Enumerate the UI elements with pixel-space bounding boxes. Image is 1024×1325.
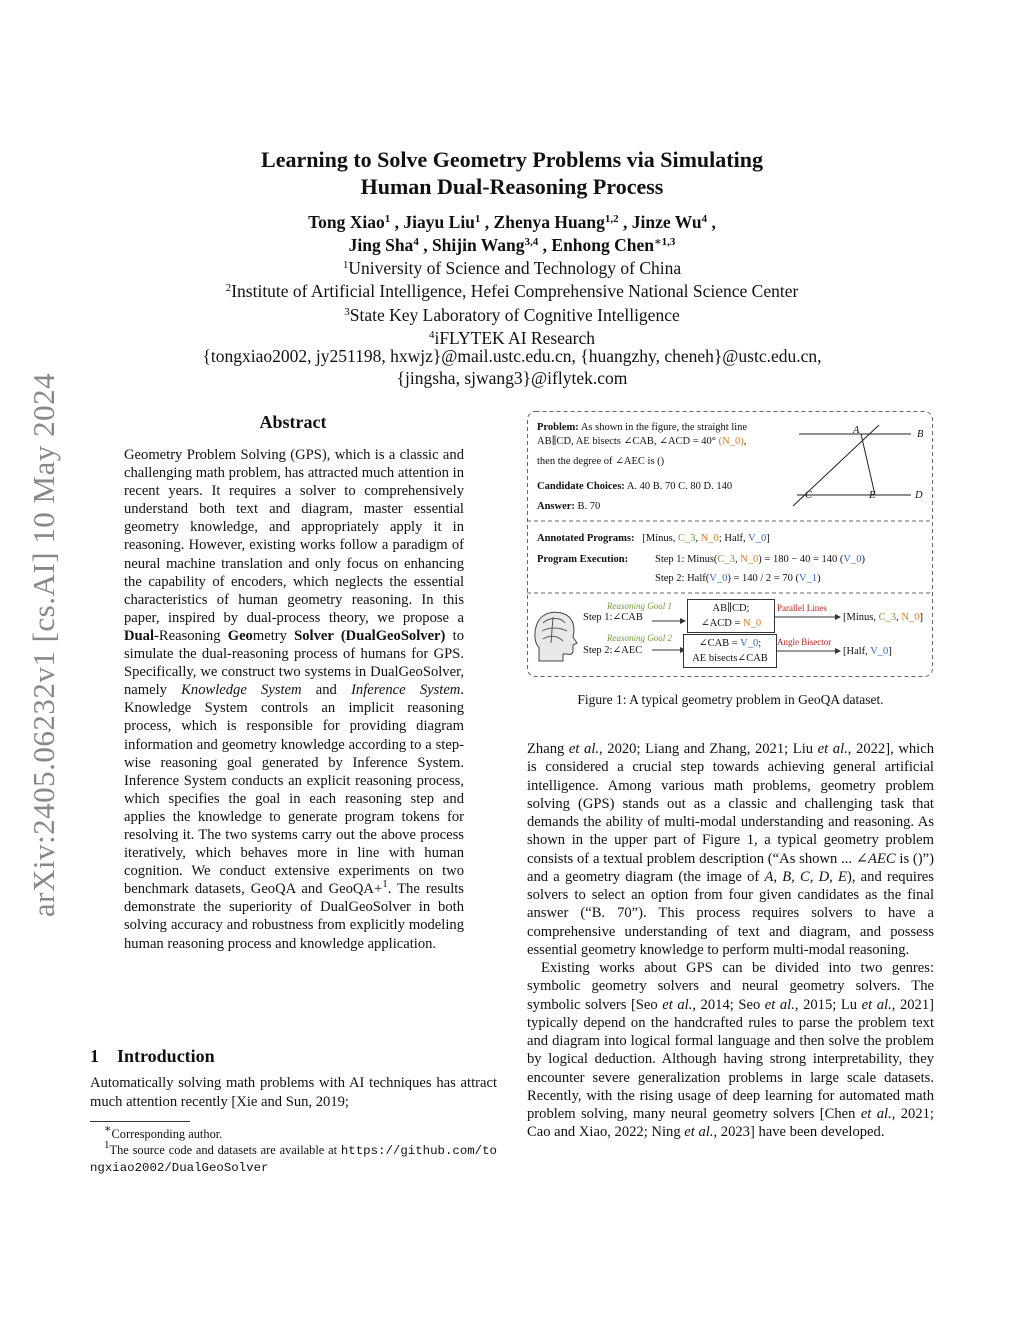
- line-ae: [861, 434, 875, 495]
- author-affil-mark: 1,2: [604, 213, 619, 225]
- intro-paragraph: Automatically solving math problems with AI techniques has attract much attention recently [Xie and Sun, 2019;: [90, 1075, 497, 1110]
- math-inline: A, B, C, D, E: [764, 868, 847, 885]
- paragraph: [527, 959, 934, 1142]
- op-token: [Half,: [843, 646, 871, 657]
- body-text: , 2023] have been developed.: [713, 1124, 885, 1141]
- affil-name: Institute of Artificial Intelligence, Hefei Comprehensive National Science Center: [231, 281, 799, 302]
- annotated-programs: [537, 532, 770, 545]
- email-list: [90, 345, 934, 389]
- right-column-body: [527, 740, 934, 1142]
- problem-text: AB∥CD, AE bisects ∠CAB, ∠ACD = 40°: [537, 436, 719, 447]
- body-text: , 2021; Cao and Xiao, 2022; Ning: [527, 1106, 934, 1141]
- arrowhead: [680, 618, 686, 624]
- code-link[interactable]: https://github.com/tongxiao2002/DualGeoSolver: [90, 1144, 497, 1175]
- arrowhead: [835, 614, 841, 620]
- problem-line-3: then the degree of ∠AEC is (): [537, 456, 665, 467]
- exec-step-2: [655, 572, 821, 585]
- box1-line-2: [688, 617, 774, 630]
- abstract-text: . Knowledge System controls an implicit reasoning process, which is responsible for providing diagram information and geometry knowledge according to a step-wise reasoning goal generated by Inference System. Inference System conducts an explicit reasoning process, which specifies the goal in each reasoning step and applies the knowledge to generate program tokens for resolving it. The two systems carry out the above process iteratively, which behaves more in line with human cognition. We conduct extensive experiments on two benchmark datasets, GeoQA and GeoQA+: [124, 682, 465, 898]
- arxiv-identifier: arXiv:2405.06232v1 [cs.AI] 10 May 2024: [26, 372, 61, 918]
- abstract-text: metry: [252, 627, 295, 644]
- rule-angle-bisector: Angle Bisector: [777, 637, 832, 647]
- exec-label: [537, 553, 628, 566]
- body-text: , 2015; Lu: [794, 996, 862, 1013]
- author-affil-mark: 4: [701, 213, 708, 225]
- box-text: ∠CAB =: [698, 638, 741, 649]
- body-text: , 2021] typically depend on the handcrafted rules to parse the problem text and diagram into logical formal language and then solve the problem by logical deduction. Although having strong interpretability, they encounter severe generalization problems in large scale datasets. Recently, with the rising usage of deep learning for automated math problem solving, many neural geometry solvers [Chen: [527, 996, 934, 1122]
- footnote-mark: 1: [104, 1139, 110, 1151]
- paragraph: [527, 740, 934, 959]
- answer-label: Answer:: [537, 501, 575, 512]
- author-list: [90, 211, 934, 257]
- arxiv-side-stamp: [20, 345, 68, 945]
- exec-text: ) = 140 / 2 = 70 (: [727, 573, 799, 584]
- footnote-mark: ∗: [104, 1123, 112, 1135]
- footnote-text: Corresponding author.: [111, 1127, 223, 1141]
- abstract-text: Geometry Problem Solving (GPS), which is a classic and challenging math problem, has attracted much attention in recent years. It requires a solver to comprehensively understand both text and diagram, master essential geometry knowledge, and appropriately apply it in reasoning. However, existing works follow a paradigm of neural machine translation and only focus on enhancing the capability of encoders, which neglects the essential characteristics of human geometry reasoning. In this paper, inspired by dual-process theory, we propose a: [124, 447, 464, 626]
- body-text: Existing works about GPS can be divided into two genres: symbolic geometry solvers and neural geometry solvers. The symbolic solvers [Seo: [527, 960, 934, 1013]
- author-affil-mark: 1: [474, 213, 481, 225]
- email-line-2: {jingsha, sjwang3}@iflytek.com: [396, 368, 628, 388]
- number-token: (N_0): [718, 436, 744, 447]
- exec-step-1: [655, 553, 865, 566]
- variable-token: V_0: [843, 554, 862, 565]
- punctuation: ,: [743, 436, 747, 447]
- step-1-goal: Step 1:∠CAB: [583, 612, 643, 623]
- author-affil-mark: 3,4: [524, 236, 539, 248]
- problem-line-1: [537, 421, 747, 434]
- punctuation: ]: [919, 612, 923, 623]
- problem-label: Problem:: [537, 422, 579, 433]
- footnote-rule: [90, 1121, 190, 1122]
- choices-label: Candidate Choices:: [537, 481, 625, 492]
- punctuation: ]: [766, 533, 770, 544]
- footnote-2: [90, 1139, 497, 1176]
- body-text: , 2014; Seo: [692, 996, 765, 1013]
- knowledge-box-2: [683, 634, 777, 668]
- footnote-text: The source code and datasets are available at: [109, 1143, 341, 1157]
- body-text: is ()”) and a geometry diagram (the image of: [527, 850, 934, 885]
- affil-name: State Key Laboratory of Cognitive Intelligence: [349, 304, 680, 325]
- footnote-1: [90, 1123, 497, 1142]
- title-line-2: Human Dual-Reasoning Process: [360, 174, 664, 199]
- affil-mark: 4: [428, 328, 435, 341]
- annot-label: Annotated Programs:: [537, 533, 635, 544]
- affil-name: iFLYTEK AI Research: [434, 327, 596, 348]
- reasoning-goal-1: Reasoning Goal 1: [607, 601, 672, 611]
- abstract-bold: Geo: [227, 627, 253, 644]
- variable-token: V_1: [798, 573, 818, 584]
- brain-head-icon: [535, 612, 577, 661]
- punctuation: ,: [695, 533, 701, 544]
- title-line-1: Learning to Solve Geometry Problems via Simulating: [261, 147, 763, 172]
- affiliation-1: [90, 257, 934, 280]
- punctuation: ]: [888, 646, 892, 657]
- citation-etal: et al.: [662, 996, 693, 1013]
- citation-etal: et al.: [764, 996, 795, 1013]
- choices-text: A. 40 B. 70 C. 80 D. 140: [626, 481, 733, 492]
- author-affil-mark: 4: [413, 236, 419, 248]
- affil-mark: 3: [344, 305, 350, 318]
- op-token: [Minus,: [642, 533, 678, 544]
- number-token: N_0: [740, 554, 759, 565]
- citation-etal: et al.: [684, 1124, 714, 1141]
- email-line-1: {tongxiao2002, jy251198, hxwjz}@mail.ustc.edu.cn, {huangzhy, cheneh}@ustc.edu.cn,: [202, 346, 822, 366]
- section-heading-introduction: 1 Introduction: [90, 1046, 215, 1066]
- variable-token: V_0: [740, 638, 759, 649]
- box2-line-2: AE bisects∠CAB: [692, 653, 768, 664]
- affil-mark: 2: [225, 282, 232, 295]
- const-token: C_3: [717, 554, 735, 565]
- math-inline: ∠AEC: [855, 850, 896, 867]
- exec-text: ) = 180 − 40 = 140 (: [758, 554, 844, 565]
- point-label-e: E: [869, 490, 876, 501]
- abstract-text: . The results demonstrate the superiority of DualGeoSolver in both solving accuracy and robustness from explicitly modeling human reasoning process and knowledge application.: [124, 881, 464, 952]
- exec-text: Step 2: Half(: [655, 573, 710, 584]
- author-name: Jinze Wu: [631, 212, 702, 232]
- author-name: Jiayu Liu: [403, 212, 475, 232]
- footnote-mark[interactable]: 1: [382, 878, 388, 891]
- abstract-italic: Knowledge System: [181, 682, 302, 699]
- box-text: ∠ACD =: [700, 618, 744, 629]
- paper-title: [90, 146, 934, 200]
- affil-mark: 1: [342, 259, 349, 271]
- variable-token: V_0: [709, 573, 728, 584]
- body-text: , 2020; Liang and Zhang, 2021; Liu: [599, 741, 818, 757]
- exec-text: Step 1: Minus(: [655, 554, 718, 565]
- abstract-text: to simulate the dual-reasoning process of humans for GPS. Specifically, we construct two systems in DualGeoSolver, namely: [124, 627, 464, 699]
- punctuation: ,: [896, 612, 902, 623]
- figure-caption: Figure 1: A typical geometry problem in GeoQA dataset.: [577, 692, 884, 707]
- variable-token: V_0: [870, 646, 889, 657]
- const-token: C_3: [677, 533, 696, 544]
- output-program-2: [843, 645, 892, 658]
- point-label-a: A: [853, 425, 860, 436]
- author-line-2: Jing Sha$^4$ , Shijin Wang$^{3,4}$ , Enhong Chen$^{∗1,3}$: [348, 235, 676, 255]
- affiliation-list: [90, 257, 934, 350]
- number-token: N_0: [901, 612, 920, 623]
- point-label-d: D: [915, 490, 923, 501]
- affil-name: University of Science and Technology of China: [348, 258, 682, 278]
- step-2-goal: Step 2:∠AEC: [583, 645, 643, 656]
- author-name: Enhong Chen: [551, 235, 655, 255]
- number-token: N_0: [743, 618, 762, 629]
- op-token: ; Half,: [718, 533, 749, 544]
- author-affil-mark: 1: [384, 213, 391, 225]
- citation-etal: et al.: [568, 741, 600, 757]
- author-name: Zhenya Huang: [493, 212, 605, 232]
- citation-etal: et al.: [861, 996, 892, 1013]
- exec-label-text: Program Execution:: [537, 554, 629, 565]
- candidate-choices: [537, 480, 732, 493]
- number-token: N_0: [700, 533, 719, 544]
- point-label-c: C: [805, 490, 813, 501]
- variable-token: V_0: [748, 533, 767, 544]
- answer-text: B. 70: [577, 501, 601, 512]
- abstract-bold: Solver (DualGeoSolver): [294, 627, 446, 644]
- body-text: ), and requires solvers to select an option from four given candidates as the final answer (“B. 70”). This process requires solvers to have a comprehensive understanding of text and diagram, and possess essential geometry knowledge to perform multi-modal reasoning.: [527, 868, 934, 958]
- output-program-1: [843, 611, 923, 624]
- punctuation: ,: [734, 554, 741, 565]
- abstract-bold: Dual: [124, 627, 155, 644]
- answer: [537, 500, 600, 513]
- knowledge-box-1: [687, 599, 775, 633]
- body-text: , 2022], which is considered a crucial step towards achieving general artificial intelligence. Among various math problems, geometry problem solving (GPS) stands out as a classic and challenging task that demands the ability of multi-modal understanding and reasoning. As shown in the upper part of Figure 1, a typical geometry problem consists of a textual problem description (“As shown ...: [527, 741, 935, 867]
- abstract-text: -Reasoning: [154, 627, 228, 644]
- author-line-1: Tong Xiao$^1$ , Jiayu Liu$^1$ , Zhenya Huang$^{1,2}$ , Jinze Wu$^4$ ,: [308, 212, 716, 232]
- reasoning-goal-2: Reasoning Goal 2: [607, 633, 672, 643]
- abstract-body: [124, 446, 464, 953]
- author-name: Jing Sha: [348, 235, 414, 255]
- citation-etal: et al.: [817, 741, 848, 757]
- problem-text: As shown in the figure, the straight line: [580, 422, 748, 433]
- abstract-text: and: [301, 682, 352, 699]
- abstract-heading: Abstract: [259, 412, 327, 432]
- problem-line-2: [537, 435, 746, 448]
- affiliation-2: [90, 280, 934, 303]
- abstract-italic: Inference System: [351, 682, 461, 699]
- box1-line-1: AB∥CD;: [712, 603, 750, 614]
- op-token: [Minus,: [843, 612, 879, 623]
- arrowhead: [835, 648, 841, 654]
- body-text: Zhang: [527, 741, 569, 757]
- footnotes: [90, 1123, 497, 1176]
- rule-parallel-lines: Parallel Lines: [777, 603, 827, 613]
- punctuation: ): [861, 554, 866, 565]
- figure-1: [527, 411, 933, 677]
- citation-etal: et al.: [860, 1106, 892, 1122]
- author-affil-mark: ∗1,3: [654, 236, 676, 248]
- punctuation: ;: [758, 638, 762, 649]
- point-label-b: B: [917, 429, 924, 440]
- punctuation: ): [817, 573, 821, 584]
- box2-line-1: [684, 637, 776, 650]
- const-token: C_3: [878, 612, 897, 623]
- affiliation-3: [90, 304, 934, 327]
- author-name: Tong Xiao: [308, 212, 385, 232]
- author-name: Shijin Wang: [431, 235, 525, 255]
